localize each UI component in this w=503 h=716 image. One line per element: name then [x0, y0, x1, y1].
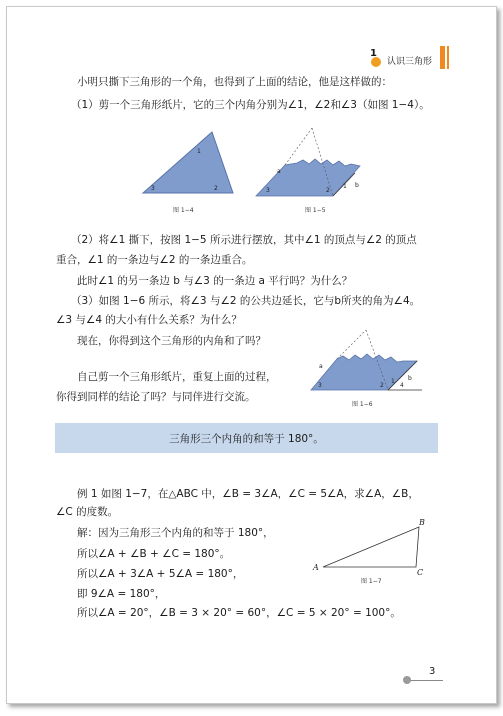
question-2-text: 现在，你得到这个三角形的内角和了吗？ [77, 335, 266, 347]
chapter-title: 认识三角形 [387, 57, 433, 67]
figure-1-7 [7, 7, 496, 703]
fig17-triangle [323, 527, 419, 567]
fig16-angle-3: 3 [318, 382, 322, 389]
fig16-angle-4: 4 [400, 382, 404, 389]
fig17-vertex-B: B [419, 518, 425, 527]
step-3-text-line-1: （3）如图 1−6 所示，将∠3 与∠2 的公共边延长，它与b所夹的角为∠4。 [71, 295, 421, 307]
solution-line-3: 所以∠A + 3∠A + 5∠A = 180°， [77, 568, 244, 580]
fig17-vertex-A: A [313, 563, 319, 572]
fig14-angle-1: 1 [197, 148, 201, 155]
fig17-caption: 图 1−7 [361, 578, 382, 585]
fig16-label-a: a [319, 363, 323, 370]
fig16-angle-2: 2 [380, 382, 384, 389]
example-1-line-2: ∠C 的度数。 [56, 506, 119, 518]
solution-line-4: 即 9∠A = 180°， [77, 588, 166, 600]
example-1-line-1: 例 1 如图 1−7，在△ABC 中，∠B = 3∠A，∠C = 5∠A，求∠A，∠B， [77, 488, 419, 500]
page-number: 3 [429, 666, 436, 677]
intro-text: 小明只撕下三角形的一个角，也得到了上面的结论，他是这样做的： [77, 76, 392, 88]
activity-text-line-1: 自己剪一个三角形纸片，重复上面的过程， [77, 371, 277, 383]
fig15-angle-2: 2 [326, 187, 330, 194]
textbook-page [6, 6, 497, 704]
fig15-label-b: b [355, 182, 359, 189]
step-2-text-line-2: 重合，∠1 的一条边与∠2 的一条边重合。 [56, 254, 253, 266]
solution-line-1: 解：因为三角形三个内角的和等于 180°， [77, 527, 274, 539]
fig14-angle-3: 3 [151, 185, 155, 192]
fig15-label-a: a [277, 168, 281, 175]
fig15-caption: 图 1−5 [305, 207, 326, 214]
fig14-caption: 图 1−4 [173, 207, 194, 214]
solution-line-5: 所以∠A = 20°，∠B = 3 × 20° = 60°，∠C = 5 × 20° = 100°。 [77, 607, 401, 619]
footer-rule [407, 680, 443, 681]
fig16-caption: 图 1−6 [352, 401, 373, 408]
chapter-number: 1 [370, 48, 377, 59]
fig15-angle-3: 3 [266, 187, 270, 194]
activity-text-line-2: 你得到同样的结论了吗？与同伴进行交流。 [56, 391, 256, 403]
solution-line-2: 所以∠A + ∠B + ∠C = 180°。 [77, 548, 231, 560]
footer-dot-icon [403, 676, 411, 684]
fig14-angle-2: 2 [214, 185, 218, 192]
fig16-label-b: b [408, 375, 412, 382]
fig16-angle-1: 1 [391, 378, 395, 385]
theorem-text: 三角形三个内角的和等于 180°。 [169, 433, 324, 445]
step-3-text-line-2: ∠3 与∠4 的大小有什么关系？为什么？ [56, 314, 242, 326]
fig17-vertex-C: C [417, 568, 424, 577]
step-1-text: （1）剪一个三角形纸片，它的三个内角分别为∠1，∠2和∠3（如图 1−4）。 [71, 99, 430, 111]
fig15-angle-1: 1 [343, 183, 347, 190]
step-2-text-line-1: （2）将∠1 撕下，按图 1−5 所示进行摆放，其中∠1 的顶点与∠2 的顶点 [71, 234, 417, 246]
question-1-text: 此时∠1 的另一条边 b 与∠3 的一条边 a 平行吗？为什么？ [77, 275, 353, 287]
